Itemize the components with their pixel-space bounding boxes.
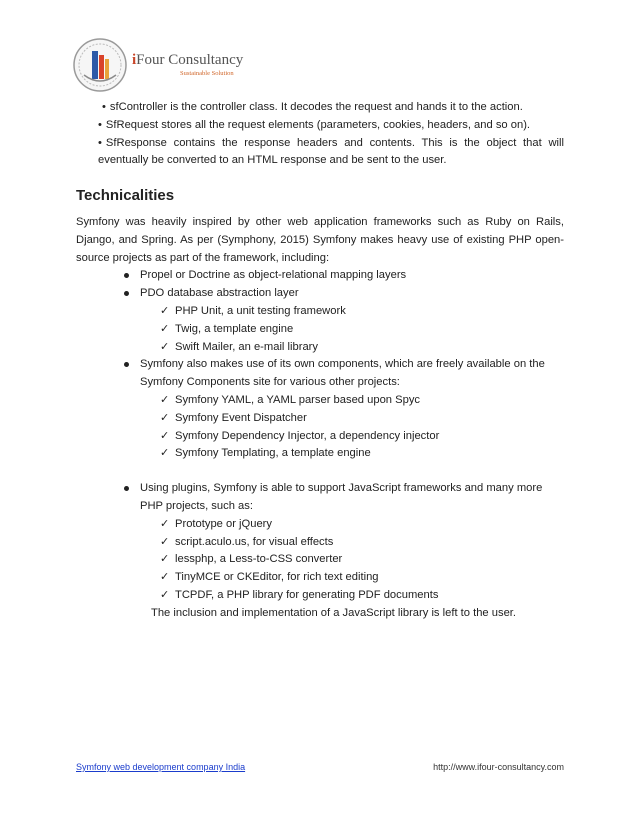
page-footer xyxy=(76,762,564,772)
closing-note: The inclusion and implementation of a JavaScript library is left to the user. xyxy=(151,606,517,619)
company-logo xyxy=(72,37,243,93)
sub-list-item: ✓ TinyMCE or CKEditor, for rich text editing xyxy=(160,569,564,587)
framework-list xyxy=(76,267,564,604)
intro-bullets xyxy=(76,99,564,170)
sub-list-item: ✓ PHP Unit, a unit testing framework xyxy=(160,303,564,321)
section-heading: Technicalities xyxy=(76,187,175,205)
intro-item: • SfRequest stores all the request elements (parameters, cookies, headers, and so on). xyxy=(98,118,531,131)
list-item: Using plugins, Symfony is able to support JavaScript frameworks and many more PHP projects, such as: ✓ Prototype or jQuery ✓ script.aculo.us, for visual effects ✓ lessphp, a Less-to-CSS converter ✓ TinyMCE or CKEditor, for rich text editing ✓ TCPDF, a PHP library for generating PDF documents xyxy=(124,480,564,605)
sub-list-item: ✓ Symfony Dependency Injector, a dependency injector xyxy=(160,428,564,446)
list-item: Symfony also makes use of its own components, which are freely available on the Symfony Components site for various other projects: ✓ Symfony YAML, a YAML parser based upon Spyc ✓ Symfony Event Dispatcher ✓ Symfony Dependency Injector, a dependency injector ✓ Symfony Templating, a template engine xyxy=(124,356,564,480)
sub-list-item: ✓ TCPDF, a PHP library for generating PDF documents xyxy=(160,587,564,605)
intro-item: • SfResponse contains the response headers and contents. This is the object that will eventually be converted to an HTML response and be sent to the user. xyxy=(98,136,564,167)
sub-list-item: ✓ Symfony Templating, a template engine xyxy=(160,445,564,463)
sub-list xyxy=(140,303,564,356)
intro-item: • sfController is the controller class. It decodes the request and hands it to the action. xyxy=(102,101,523,113)
logo-tagline: Sustainable Solution xyxy=(180,69,234,77)
sub-list xyxy=(140,516,564,605)
sub-list-item: ✓ Twig, a template engine xyxy=(160,321,564,339)
document-body xyxy=(76,99,564,623)
sub-list-item: ✓ lessphp, a Less-to-CSS converter xyxy=(160,551,564,569)
sub-list-item: ✓ Symfony Event Dispatcher xyxy=(160,410,564,428)
sub-list-item: ✓ Symfony YAML, a YAML parser based upon Spyc xyxy=(160,392,564,410)
list-item: PDO database abstraction layer ✓ PHP Unit, a unit testing framework ✓ Twig, a template engine ✓ Swift Mailer, an e-mail library xyxy=(124,285,564,356)
sub-list-item: ✓ Swift Mailer, an e-mail library xyxy=(160,339,564,357)
footer-company-link[interactable]: Symfony web development company India xyxy=(76,762,246,772)
section-paragraph: Symfony was heavily inspired by other web application frameworks such as Ruby on Rails, Django, and Spring. As per (Symphony, 2015) Symfony makes heavy use of existing PHP open-source projects as part of the framework, including: xyxy=(76,215,564,264)
sub-list-item: ✓ script.aculo.us, for visual effects xyxy=(160,534,564,552)
list-item: Propel or Doctrine as object-relational mapping layers xyxy=(124,267,564,285)
sub-list-item: ✓ Prototype or jQuery xyxy=(160,516,564,534)
logo-emblem-icon xyxy=(72,37,128,93)
sub-list xyxy=(140,392,564,463)
logo-brand-name: iFour Consultancy xyxy=(132,51,244,68)
footer-website-url[interactable]: http://www.ifour-consultancy.com xyxy=(433,762,564,772)
